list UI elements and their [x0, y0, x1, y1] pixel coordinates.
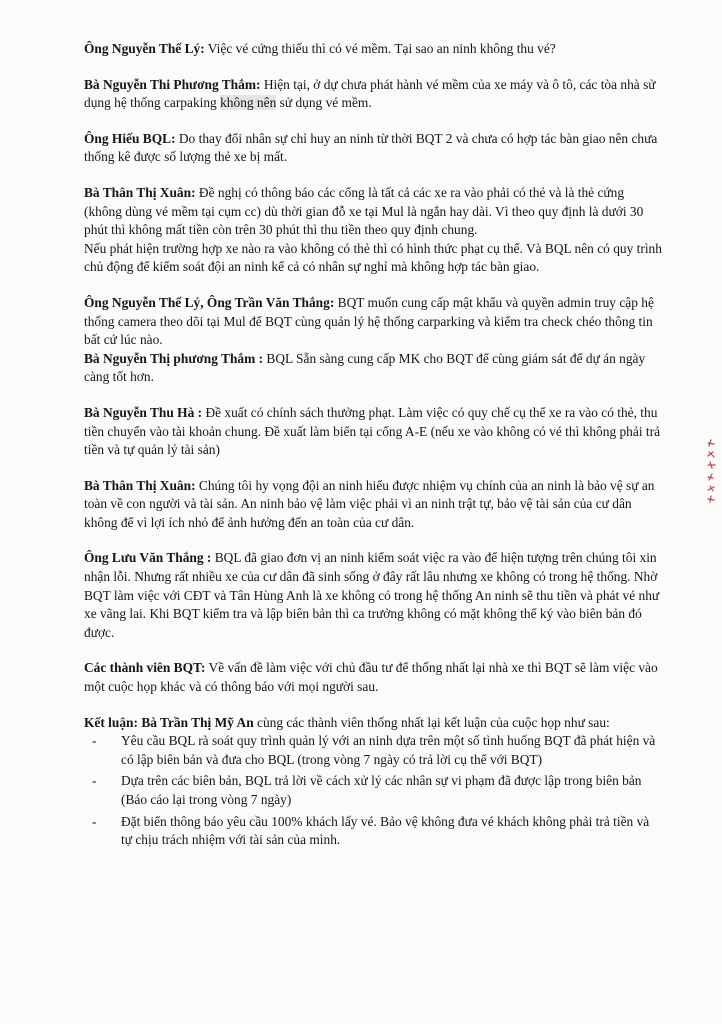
statement-text: Đề nghị có thông báo các cổng là tất cả các xe ra vào phải có thẻ và là thẻ cứng (không dùng vé mềm tại cụm cc) dù thời gian đỗ xe tại Mul là ngắn hay dài. Vì theo quy định là dưới 30 phút thì không mất tiền còn trên 30 phút thì thu tiền theo quy định chung. [84, 184, 644, 238]
document-body [84, 40, 662, 853]
conclusion-section [84, 714, 662, 850]
bullet-dash: - [92, 733, 97, 749]
highlighted-text: không nên [220, 95, 277, 111]
paragraph-ha: Bà Nguyễn Thu Hà : Đề xuất có chính sách thưởng phạt. Làm việc có quy chế cụ thể xe ra vào có thẻ, thu tiền chuyển vào tài khoản chung. Đề xuất làm biển tại cổng A-E (nếu xe vào không có vé thì không phải trả tiền và tự quản lý tài sản) [84, 404, 661, 458]
statement-text: Chúng tôi hy vọng đội an ninh hiểu được nhiệm vụ chính của an ninh là bảo vệ sự an toàn về con người và tài sản. An ninh bảo vệ làm việc phải vì an ninh trật tự, bảo vệ tài sản của cư dân không để vì lợi ích nhỏ để ảnh hưởng đến an toàn của cư dân. [84, 477, 655, 530]
speaker-name: Ông Hiếu BQL [84, 130, 172, 146]
paragraph-hieu: Ông Hiếu BQL: Do thay đổi nhân sự chỉ huy an ninh từ thời BQT 2 và chưa có hợp tác bàn giao nên chưa thống kê được số lượng thẻ xe bị mất. [84, 130, 658, 165]
paragraph-luu-thang: Ông Lưu Văn Thắng : BQL đã giao đơn vị an ninh kiểm soát việc ra vào để hiện tượng trên chúng tôi xin nhận lỗi. Nhưng rất nhiều xe của cư dân đã sinh sống ở đây rất lâu nhưng xe không có trong hệ thống. Nhờ BQT làm việc với CĐT và Tân Hùng Anh là xe không có trong hệ thống An ninh sẽ thu tiền và phát vé như xe vãng lai. Khi BQT kiểm tra và lập biên bản thì ca trưởng không có mặt không thể ký vào biên bản đó được. [84, 550, 660, 640]
conclusion-list [84, 732, 662, 850]
bullet-dash: - [92, 773, 97, 789]
speaker-name: Ông Lưu Văn Thắng [84, 550, 204, 566]
margin-stamp-mark [704, 438, 718, 508]
speaker-name: Bà Thân Thị Xuân [84, 184, 192, 200]
conclusion-text: cùng các thành viên thống nhất lại kết luận của cuộc họp như sau: [257, 714, 610, 730]
paragraph-tham-2: Bà Nguyễn Thị phương Thắm : BQL Sẵn sàng cung cấp MK cho BQT để cùng giám sát để dự án ngày càng tốt hơn. [84, 350, 646, 385]
paragraph-xuan-1: Bà Thân Thị Xuân: Đề nghị có thông báo các cổng là tất cả các xe ra vào phải có thẻ và là thẻ cứng (không dùng vé mềm tại cụm cc) dù thời gian đỗ xe tại Mul là ngắn hay dài. Vì theo quy định là dưới 30 phút thì không mất tiền còn trên 30 phút thì thu tiền theo quy định chung. Nếu phát hiện trường hợp xe nào ra vào không có thẻ thì có hình thức phạt cụ thể. Và BQL nên có quy trình chủ động để kiểm soát đội an ninh kể cả có nhân sự nghỉ mà không hợp tác bàn giao. [84, 184, 662, 275]
conclusion-item: - Đặt biển thông báo yêu cầu 100% khách lấy vé. Bảo vệ không đưa vé khách không phải trả tiền và tự chịu trách nhiệm với tài sản của mình. [92, 813, 650, 848]
conclusion-item: - Yêu cầu BQL rà soát quy trình quản lý với an ninh dựa trên một số tình huống BQT đã phát hiện và có lập biên bản và đưa cho BQL (trong vòng 7 ngày có trả lời cụ thể với BQT) [92, 733, 656, 767]
statement-text: Đề xuất có chính sách thưởng phạt. Làm việc có quy chế cụ thể xe ra vào có thẻ, thu tiền chuyển vào tài khoản chung. Đề xuất làm biển tại cổng A-E (nếu xe vào không có vé thì không phải trả tiền và tự quản lý tài sản) [84, 404, 661, 458]
statement-text: Về vấn đề làm việc với chủ đầu tư để thống nhất lại nhà xe thì BQT sẽ làm việc vào một cuộc họp khác và có thông báo với mọi người sau. [84, 660, 658, 695]
paragraph-tham-1: Bà Nguyễn Thi Phương Thắm: Hiện tại, ở dự chưa phát hành vé mềm của xe máy và ô tô, các tòa nhà sử dụng hệ thống carpaking không nên sử dụng vé mềm. [84, 76, 656, 111]
statement-text-continued: Nếu phát hiện trường hợp xe nào ra vào không có thẻ thì có hình thức phạt cụ thể. Và BQL nên có quy trình chủ động để kiểm soát đội an ninh kể cả có nhân sự nghỉ mà không hợp tác bàn giao. [84, 240, 662, 275]
conclusion-intro: Kết luận: Bà Trần Thị Mỹ An cùng các thành viên thống nhất lại kết luận của cuộc họp như sau: [84, 714, 610, 730]
statement-text: sử dụng vé mềm. [276, 95, 372, 111]
statement-text: BQT muốn cung cấp mật khẩu và quyền admin truy cập hệ thống camera theo dõi tại Mul để BQT cùng quản lý hệ thống carparking và kiểm tra check chéo thông tin bất cứ lúc nào. [84, 294, 654, 348]
paragraph-xuan-2: Bà Thân Thị Xuân: Chúng tôi hy vọng đội an ninh hiểu được nhiệm vụ chính của an ninh là bảo vệ sự an toàn về con người và tài sản. An ninh bảo vệ làm việc phải vì an ninh trật tự, bảo vệ tài sản của cư dân không để vì lợi ích nhỏ để ảnh hưởng đến an toàn của cư dân. [84, 477, 655, 530]
conclusion-label: Kết luận [84, 714, 134, 730]
paragraph-ly-1: Ông Nguyễn Thế Lý: Việc vé cứng thiếu thì có vé mềm. Tại sao an ninh không thu vé? [84, 41, 556, 56]
statement-text: BQL đã giao đơn vị an ninh kiểm soát việc ra vào để hiện tượng trên chúng tôi xin nhận lỗi. Nhưng rất nhiều xe của cư dân đã sinh sống ở đây rất lâu nhưng xe không có trong hệ thống. Nhờ BQT làm việc với CĐT và Tân Hùng Anh là xe không có trong hệ thống An ninh sẽ thu tiền và phát vé như xe vãng lai. Khi BQT kiểm tra và lập biên bản thì ca trưởng không có mặt không thể ký vào biên bản đó được. [84, 550, 660, 640]
conclusion-item: - Dựa trên các biên bản, BQL trả lời về cách xử lý các nhân sự vi phạm đã được lập trong biên bản (Báo cáo lại trong vòng 7 ngày) [92, 773, 642, 807]
bullet-dash: - [92, 813, 97, 829]
speaker-name: Ông Nguyễn Thế Lý [84, 41, 201, 56]
statement-text: Do thay đổi nhân sự chỉ huy an ninh từ thời BQT 2 và chưa có hợp tác bàn giao nên chưa thống kê được số lượng thẻ xe bị mất. [84, 130, 658, 165]
statement-text: Hiện tại, ở dự chưa phát hành vé mềm của xe máy và ô tô, các tòa nhà sử dụng hệ thống carpaking [84, 76, 656, 111]
paragraph-bqt-members: Các thành viên BQT: Về vấn đề làm việc với chủ đầu tư để thống nhất lại nhà xe thì BQT sẽ làm việc vào một cuộc họp khác và có thông báo với mọi người sau. [84, 660, 658, 695]
speaker-name: Các thành viên BQT [84, 660, 201, 676]
speaker-name: Ông Nguyễn Thế Lý, Ông Trần Văn Thắng [84, 294, 330, 310]
paragraph-ly-thang: Ông Nguyễn Thế Lý, Ông Trần Văn Thắng: BQT muốn cung cấp mật khẩu và quyền admin truy cập hệ thống camera theo dõi tại Mul để BQT cùng quản lý hệ thống carparking và kiểm tra check chéo thông tin bất cứ lúc nào. [84, 294, 654, 348]
conclusion-chair: Bà Trần Thị Mỹ An [141, 714, 254, 730]
speaker-name: Bà Nguyễn Thị phương Thắm [84, 350, 256, 366]
statement-text: BQL Sẵn sàng cung cấp MK cho BQT để cùng giám sát để dự án ngày càng tốt hơn. [84, 350, 646, 385]
speaker-name: Bà Nguyễn Thu Hà [84, 404, 195, 420]
speaker-name: Bà Thân Thị Xuân [84, 477, 192, 493]
statement-text: Việc vé cứng thiếu thì có vé mềm. Tại sao an ninh không thu vé? [207, 41, 556, 56]
speaker-name: Bà Nguyễn Thi Phương Thắm [84, 76, 256, 92]
